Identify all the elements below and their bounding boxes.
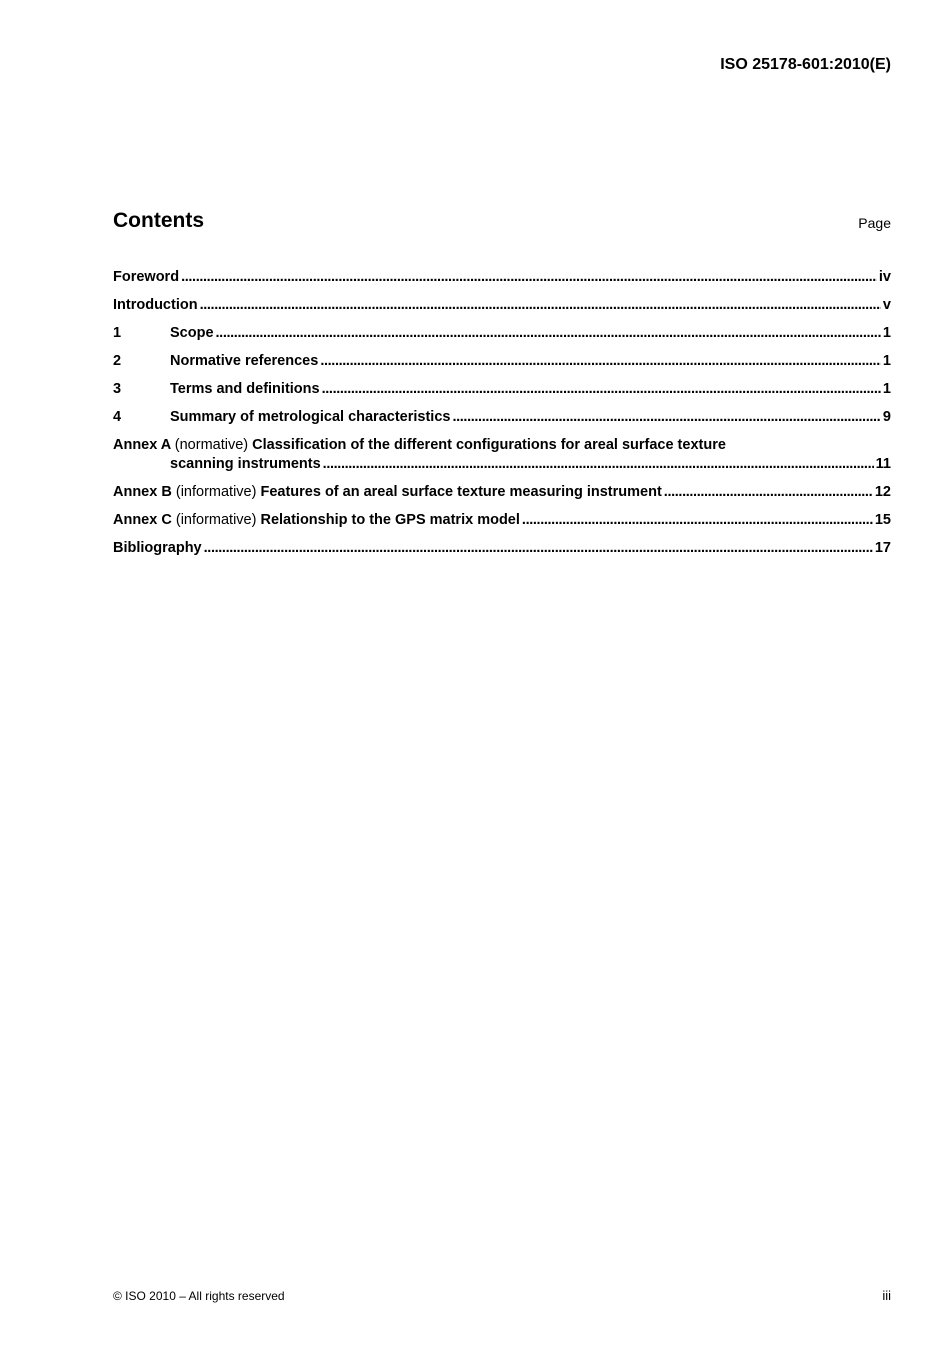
toc-entry-title: Normative references (170, 353, 319, 369)
annex-title: Classification of the different configurations for areal surface texture (252, 437, 726, 453)
copyright-notice: © ISO 2010 – All rights reserved (113, 1289, 285, 1303)
toc-entry-page: v (882, 297, 891, 313)
toc-entry-page: 9 (882, 409, 891, 425)
table-of-contents (113, 268, 891, 567)
toc-entry-scope[interactable] (113, 324, 891, 343)
toc-entry-page: 1 (882, 325, 891, 341)
annex-title: Features of an areal surface texture measuring instrument (260, 484, 662, 500)
toc-entry-title: Scope (170, 325, 214, 341)
annex-label: Annex A (113, 437, 171, 453)
dot-leader (200, 296, 881, 315)
annex-title: Relationship to the GPS matrix model (260, 512, 520, 528)
toc-entry-page: 12 (874, 484, 891, 500)
toc-entry-page: 1 (882, 381, 891, 397)
toc-entry-title: Foreword (113, 269, 180, 285)
annex-type: (informative) (175, 484, 257, 500)
toc-entry-title: Terms and definitions (170, 381, 320, 397)
dot-leader (322, 380, 881, 399)
toc-entry-number: 3 (113, 381, 122, 397)
toc-entry-bibliography[interactable] (113, 539, 891, 558)
toc-entry-page: 17 (874, 540, 891, 556)
toc-entry-page: iv (878, 269, 891, 285)
annex-label: Annex B (113, 484, 172, 500)
annex-a-line-2 (113, 455, 891, 474)
annex-heading (113, 483, 662, 502)
toc-entry-introduction[interactable] (113, 296, 891, 315)
toc-entry-number: 1 (113, 325, 122, 341)
page-column-label: Page (858, 215, 891, 231)
toc-entry-title: Introduction (113, 297, 198, 313)
page-number: iii (882, 1288, 891, 1303)
annex-type: (normative) (174, 437, 249, 453)
dot-leader (204, 539, 873, 558)
toc-entry-metrological-characteristics[interactable] (113, 408, 891, 427)
dot-leader (522, 511, 873, 530)
annex-a-line-1 (113, 436, 891, 455)
annex-label: Annex C (113, 512, 172, 528)
dot-leader (320, 352, 881, 371)
annex-type: (informative) (175, 512, 257, 528)
toc-entry-annex-c[interactable] (113, 511, 891, 530)
dot-leader (323, 455, 874, 474)
toc-entry-title: Summary of metrological characteristics (170, 409, 451, 425)
document-id: ISO 25178-601:2010(E) (720, 56, 891, 73)
dot-leader (181, 268, 877, 287)
annex-heading (113, 511, 520, 530)
toc-entry-page: 11 (875, 456, 891, 472)
toc-entry-title: Bibliography (113, 540, 202, 556)
toc-entry-page: 15 (874, 512, 891, 528)
dot-leader (452, 408, 880, 427)
toc-entry-annex-b[interactable] (113, 483, 891, 502)
toc-entry-page: 1 (882, 353, 891, 369)
toc-entry-foreword[interactable] (113, 268, 891, 287)
toc-entry-terms-definitions[interactable] (113, 380, 891, 399)
toc-entry-number: 4 (113, 409, 122, 425)
contents-title: Contents (113, 209, 204, 232)
annex-title-continued: scanning instruments (170, 456, 321, 472)
toc-entry-annex-a[interactable] (113, 436, 891, 474)
toc-entry-number: 2 (113, 353, 122, 369)
toc-entry-normative-references[interactable] (113, 352, 891, 371)
dot-leader (664, 483, 873, 502)
dot-leader (216, 324, 881, 343)
